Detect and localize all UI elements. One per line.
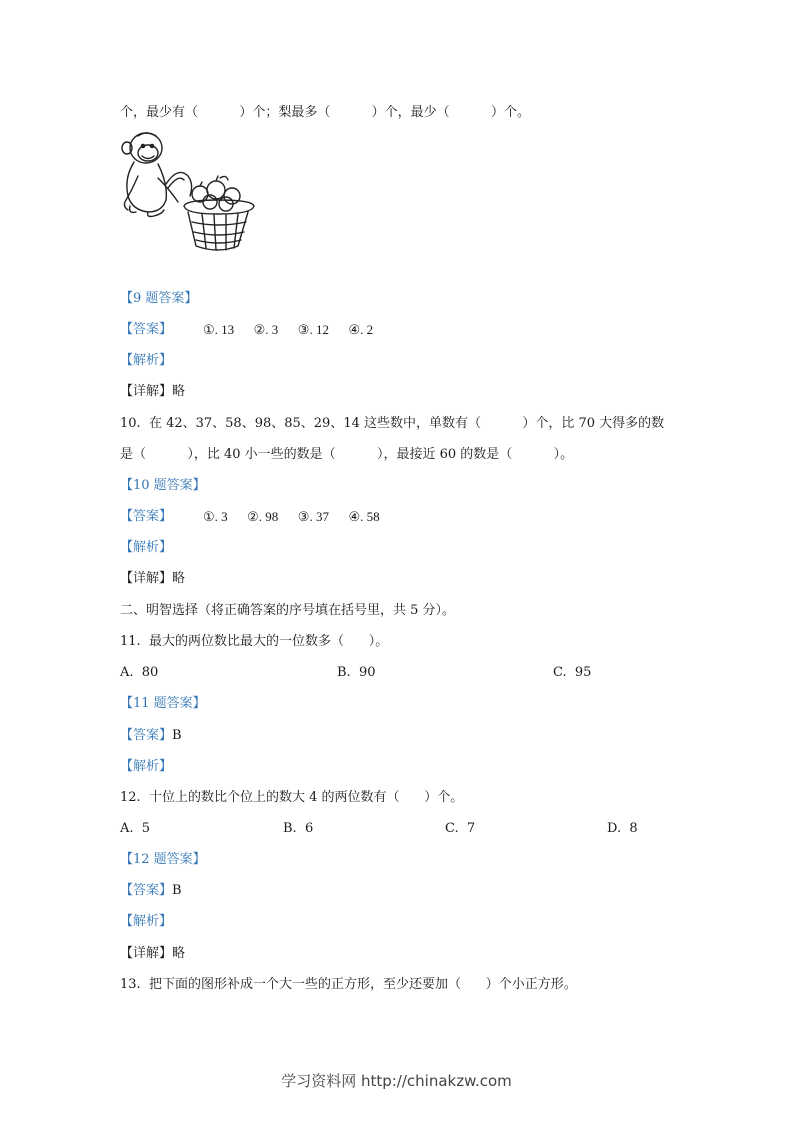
q12-analysis-tag: 【解析】 (120, 914, 173, 929)
q11-option-c: C. 95 (553, 665, 592, 680)
q11-answer-heading: 【11 题答案】 (120, 696, 206, 711)
q11-answer-tag: 【答案】 (120, 728, 173, 743)
q12-option-a: A. 5 (120, 821, 151, 836)
q9-detail-text: 略 (172, 384, 186, 399)
q10-question-line2: 是（ ），比 40 小一些的数是（ ），最接近 60 的数是（ ）。 (120, 447, 574, 462)
q12-answer-value: B (172, 883, 182, 898)
q12-answer (120, 882, 182, 900)
q10-detail-tag: 【详解】 (120, 571, 173, 586)
q12-option-d: D. 8 (607, 821, 638, 836)
q11-analysis-tag: 【解析】 (120, 759, 173, 774)
monkey-basket-illustration (118, 126, 263, 254)
q9-answer-heading: 【9 题答案】 (120, 291, 198, 306)
q9-tail-text: 个，最少有（ ）个；梨最多（ ）个，最少（ ）个。 (120, 105, 530, 120)
q12-question: 12. 十位上的数比个位上的数大 4 的两位数有（ ）个。 (120, 790, 464, 805)
q10-answers: ①. 3 ②. 98 ③. 37 ④. 58 (203, 509, 380, 524)
q10-answer-tag: 【答案】 (120, 509, 173, 524)
q11-answer (120, 727, 182, 745)
q12-option-b: B. 6 (283, 821, 314, 836)
q9-detail-tag: 【详解】 (120, 384, 173, 399)
q10-answer-heading: 【10 题答案】 (120, 478, 206, 493)
q11-option-a: A. 80 (120, 665, 159, 680)
q9-analysis-tag: 【解析】 (120, 353, 173, 368)
q10-analysis-tag: 【解析】 (120, 540, 173, 555)
q11-answer-value: B (172, 728, 182, 743)
q9-answer-tag: 【答案】 (120, 322, 173, 337)
q11-option-b: B. 90 (337, 665, 376, 680)
q12-answer-heading: 【12 题答案】 (120, 852, 206, 867)
q12-answer-tag: 【答案】 (120, 883, 173, 898)
q12-option-c: C. 7 (445, 821, 476, 836)
q13-question: 13. 把下面的图形补成一个大一些的正方形，至少还要加（ ）个小正方形。 (120, 977, 577, 992)
q12-detail (120, 945, 185, 963)
section-2-title: 二、明智选择（将正确答案的序号填在括号里，共 5 分）。 (120, 603, 456, 618)
q11-question: 11. 最大的两位数比最大的一位数多（ ）。 (120, 634, 389, 649)
q10-detail-text: 略 (172, 571, 186, 586)
q9-detail (120, 383, 185, 401)
q9-answers: ①. 13 ②. 3 ③. 12 ④. 2 (203, 322, 374, 337)
q12-detail-text: 略 (172, 946, 186, 961)
q10-question-line1: 10. 在 42、37、58、98、85、29、14 这些数中，单数有（ ）个，比 70 大得多的数 (120, 416, 665, 431)
q10-detail (120, 570, 185, 588)
footer-watermark: 学习资料网 http://chinakzw.com (281, 1072, 512, 1090)
q12-detail-tag: 【详解】 (120, 946, 173, 961)
